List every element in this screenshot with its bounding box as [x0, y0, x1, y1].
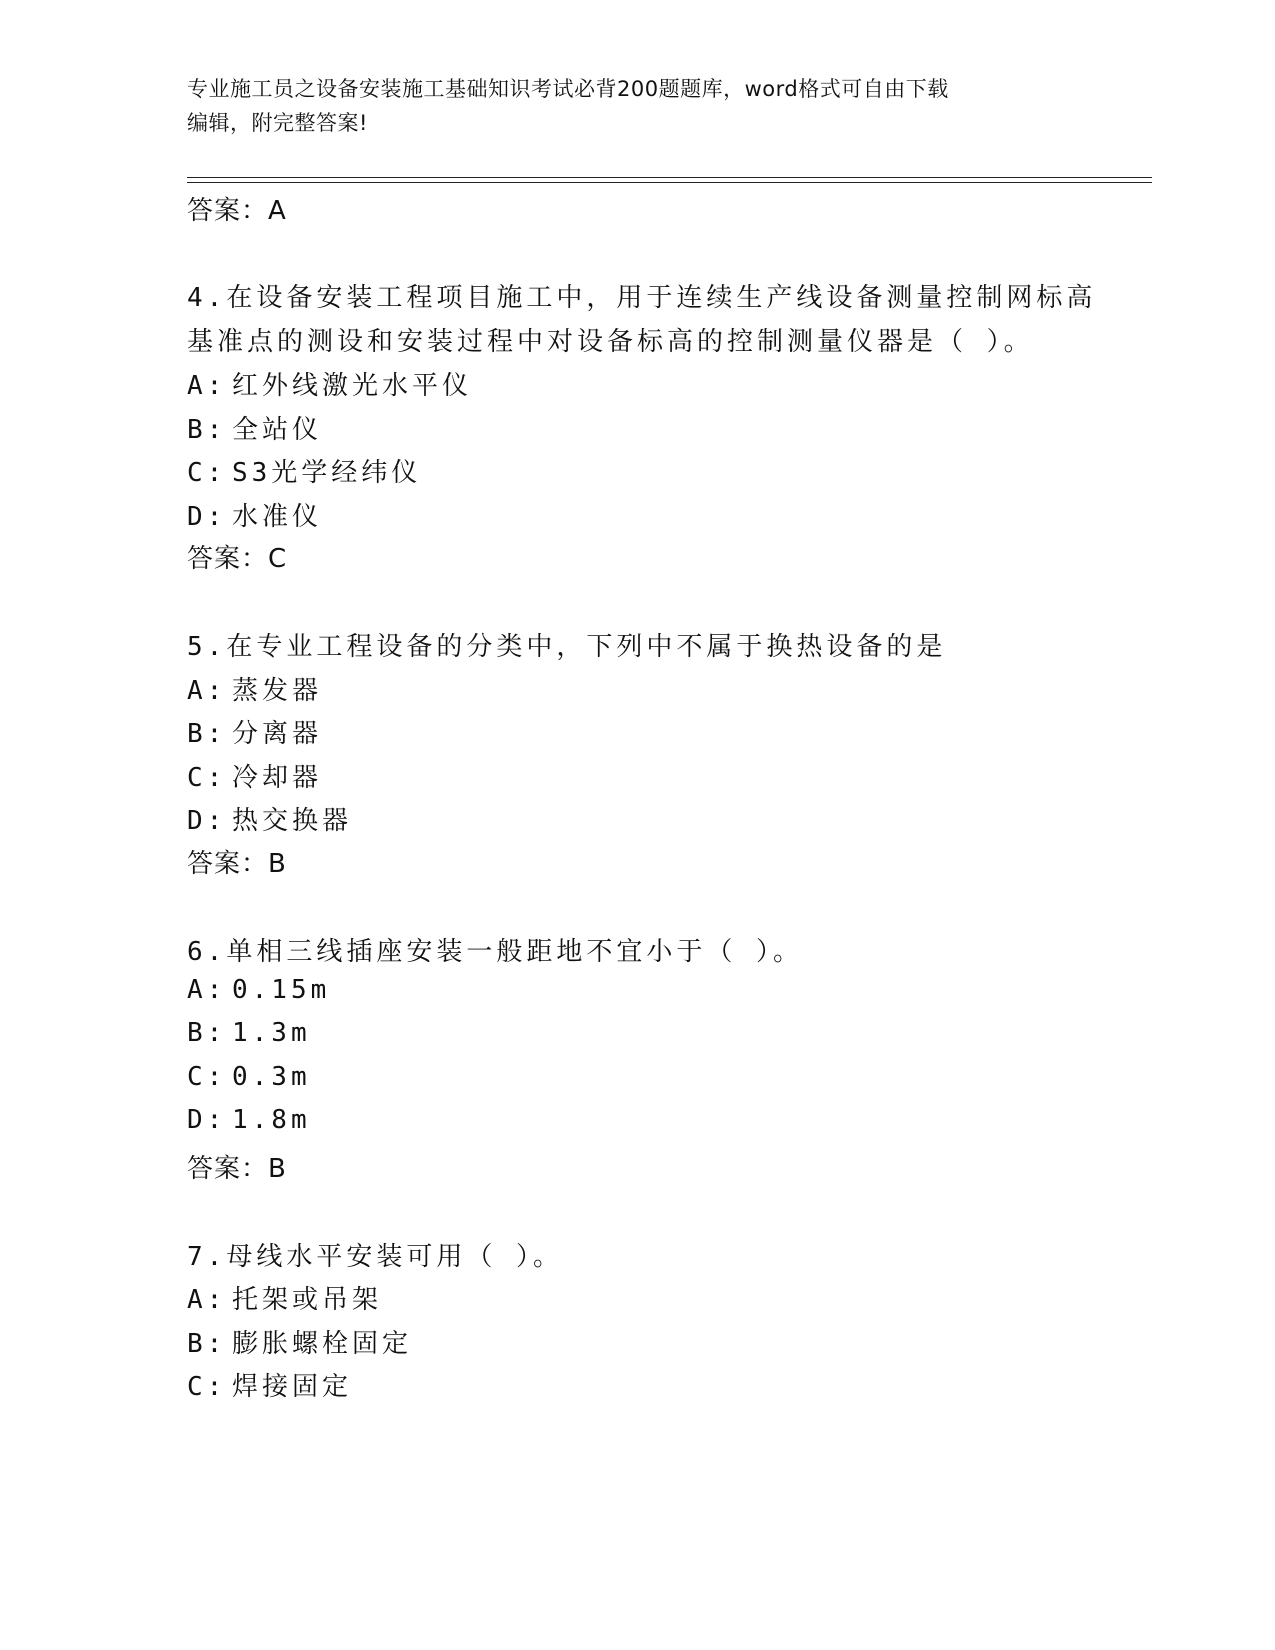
question-5-answer — [187, 843, 287, 880]
question-5-option-a — [187, 670, 322, 707]
option-text: 0.15m — [232, 975, 331, 1005]
question-stem: 在专业工程设备的分类中，下列中不属于换热设备的是 — [226, 632, 947, 662]
option-label: B: — [187, 719, 227, 749]
answer-prefix: 答案： — [187, 544, 269, 574]
option-text: 全站仪 — [232, 415, 323, 445]
question-5-option-c — [187, 757, 322, 794]
question-6-option-d — [187, 1105, 311, 1135]
header-line-2: 编辑，附完整答案! — [187, 111, 368, 135]
question-4-option-b — [187, 409, 322, 446]
answer-value: A — [268, 196, 287, 226]
option-text: 热交换器 — [232, 806, 353, 836]
question-6-option-b — [187, 1018, 311, 1048]
option-text: 水准仪 — [232, 502, 323, 532]
question-6-option-a — [187, 975, 330, 1005]
question-7-option-a — [187, 1279, 382, 1316]
question-4-stem-line-1 — [187, 277, 1096, 314]
option-label: D: — [187, 502, 227, 532]
question-7-stem-line-1 — [187, 1236, 563, 1273]
option-text: 0.3m — [232, 1062, 311, 1092]
option-text: 焊接固定 — [232, 1372, 353, 1402]
question-stem: 母线水平安装可用（ ）。 — [226, 1242, 563, 1272]
option-label: A: — [187, 371, 227, 401]
question-6-stem-line-1 — [187, 931, 803, 968]
option-text: 红外线激光水平仪 — [232, 371, 473, 401]
question-6-answer — [187, 1148, 287, 1185]
option-text: 托架或吊架 — [232, 1285, 383, 1315]
question-number: 4. — [187, 283, 227, 313]
option-text: 蒸发器 — [232, 676, 323, 706]
lead-answer — [187, 190, 287, 227]
option-label: B: — [187, 1018, 227, 1048]
question-stem: 在设备安装工程项目施工中，用于连续生产线设备测量控制网标高 — [226, 283, 1097, 313]
question-4-answer — [187, 538, 287, 575]
option-text: 分离器 — [232, 719, 323, 749]
header-divider-top — [187, 177, 1152, 178]
option-label: C: — [187, 763, 227, 793]
option-text: 冷却器 — [232, 763, 323, 793]
question-5-option-b — [187, 713, 322, 750]
option-label: C: — [187, 458, 227, 488]
option-label: B: — [187, 415, 227, 445]
header-divider-bottom — [187, 182, 1152, 183]
question-number: 6. — [187, 937, 227, 967]
question-number: 5. — [187, 632, 227, 662]
option-label: C: — [187, 1062, 227, 1092]
option-label: D: — [187, 1105, 227, 1135]
option-label: A: — [187, 676, 227, 706]
question-7-option-c — [187, 1366, 352, 1403]
option-label: B: — [187, 1329, 227, 1359]
answer-prefix: 答案： — [187, 849, 269, 879]
question-5-option-d — [187, 800, 352, 837]
question-5-stem-line-1 — [187, 626, 946, 663]
answer-value: B — [268, 849, 287, 879]
question-4-option-d — [187, 496, 322, 533]
header-line-1: 专业施工员之设备安装施工基础知识考试必背200题题库，word格式可自由下载 — [187, 77, 949, 101]
question-6-option-c — [187, 1062, 311, 1092]
question-4-option-a — [187, 365, 472, 402]
answer-value: C — [268, 544, 288, 574]
option-label: D: — [187, 806, 227, 836]
answer-value: B — [268, 1154, 287, 1184]
question-7-option-b — [187, 1323, 412, 1360]
answer-prefix: 答案： — [187, 196, 269, 226]
question-stem: 单相三线插座安装一般距地不宜小于（ ）。 — [226, 937, 803, 967]
document-header — [187, 72, 1067, 140]
option-text: S3光学经纬仪 — [232, 458, 422, 488]
question-number: 7. — [187, 1242, 227, 1272]
question-4-option-c — [187, 452, 421, 489]
option-text: 1.3m — [232, 1018, 311, 1048]
answer-prefix: 答案： — [187, 1154, 269, 1184]
option-label: A: — [187, 975, 227, 1005]
option-label: A: — [187, 1285, 227, 1315]
question-4-stem-line-2: 基准点的测设和安装过程中对设备标高的控制测量仪器是（ ）。 — [187, 327, 1034, 357]
option-text: 1.8m — [232, 1105, 311, 1135]
option-label: C: — [187, 1372, 227, 1402]
option-text: 膨胀螺栓固定 — [232, 1329, 413, 1359]
